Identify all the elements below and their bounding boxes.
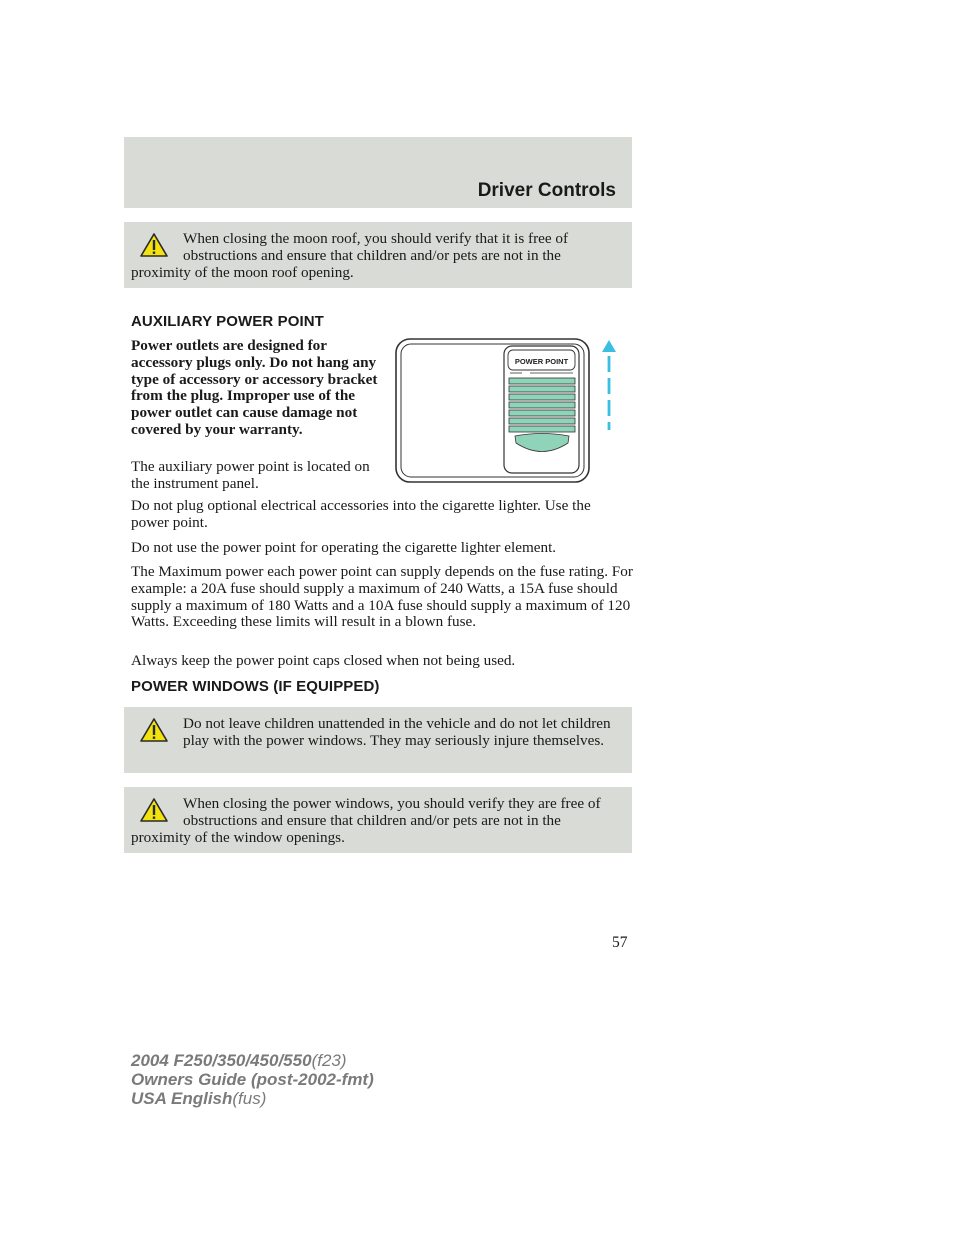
warning-triangle-icon (139, 797, 169, 823)
footer (131, 1051, 374, 1108)
warning-text: When closing the moon roof, you should verify that it is free of obstructions and ensure that children and/or pets are not in the proximity of the moon roof opening. (131, 230, 569, 281)
warning-text: When closing the power windows, you should verify they are free of obstructions and ensure that children and/or pets are not in the proximity of the window openings. (131, 795, 601, 846)
header-band (124, 137, 632, 208)
warning-closing-windows (124, 787, 632, 853)
no-lighter-element-text: Do not use the power point for operating the cigarette lighter element. (131, 539, 557, 556)
footer-model: 2004 F250/350/450/550 (131, 1051, 312, 1070)
page-number: 57 (612, 934, 628, 951)
footer-language-code: (fus) (232, 1089, 267, 1108)
caps-closed-text: Always keep the power point caps closed when not being used. (131, 652, 516, 669)
warning-triangle-icon (139, 717, 169, 743)
section-title: Driver Controls (477, 180, 616, 201)
max-power-text: The Maximum power each power point can supply depends on the fuse rating. For example: a 20A fuse should supply a maximum of 240 Watts, a 15A fuse should supply a maximum of 180 Watts and a 10A fuse should supply a maximum of 120 Watts. Exceeding these limits will result in a blown fuse. (131, 563, 633, 631)
power-point-label: POWER POINT (514, 357, 569, 366)
footer-language: USA English (131, 1089, 233, 1108)
aux-power-location: The auxiliary power point is located on the instrument panel. (131, 458, 370, 492)
no-lighter-plug-text: Do not plug optional electrical accessories into the cigarette lighter. Use the power point. (131, 497, 591, 531)
power-windows-heading: POWER WINDOWS (IF EQUIPPED) (131, 678, 380, 695)
footer-guide: Owners Guide (post-2002-fmt) (131, 1070, 374, 1089)
aux-power-heading: AUXILIARY POWER POINT (131, 313, 324, 330)
aux-power-notice: Power outlets are designed for accessory plugs only. Do not hang any type of accessory or accessory bracket from the plug. Improper use of the power outlet can cause damage not covered by your warranty. (131, 337, 378, 438)
footer-model-code: (f23) (311, 1051, 347, 1070)
warning-children-windows (124, 707, 632, 773)
warning-text: Do not leave children unattended in the vehicle and do not let children play with the power windows. They may seriously injure themselves. (183, 715, 611, 749)
warning-moon-roof (124, 222, 632, 288)
power-point-figure (394, 336, 624, 486)
warning-triangle-icon (139, 232, 169, 258)
